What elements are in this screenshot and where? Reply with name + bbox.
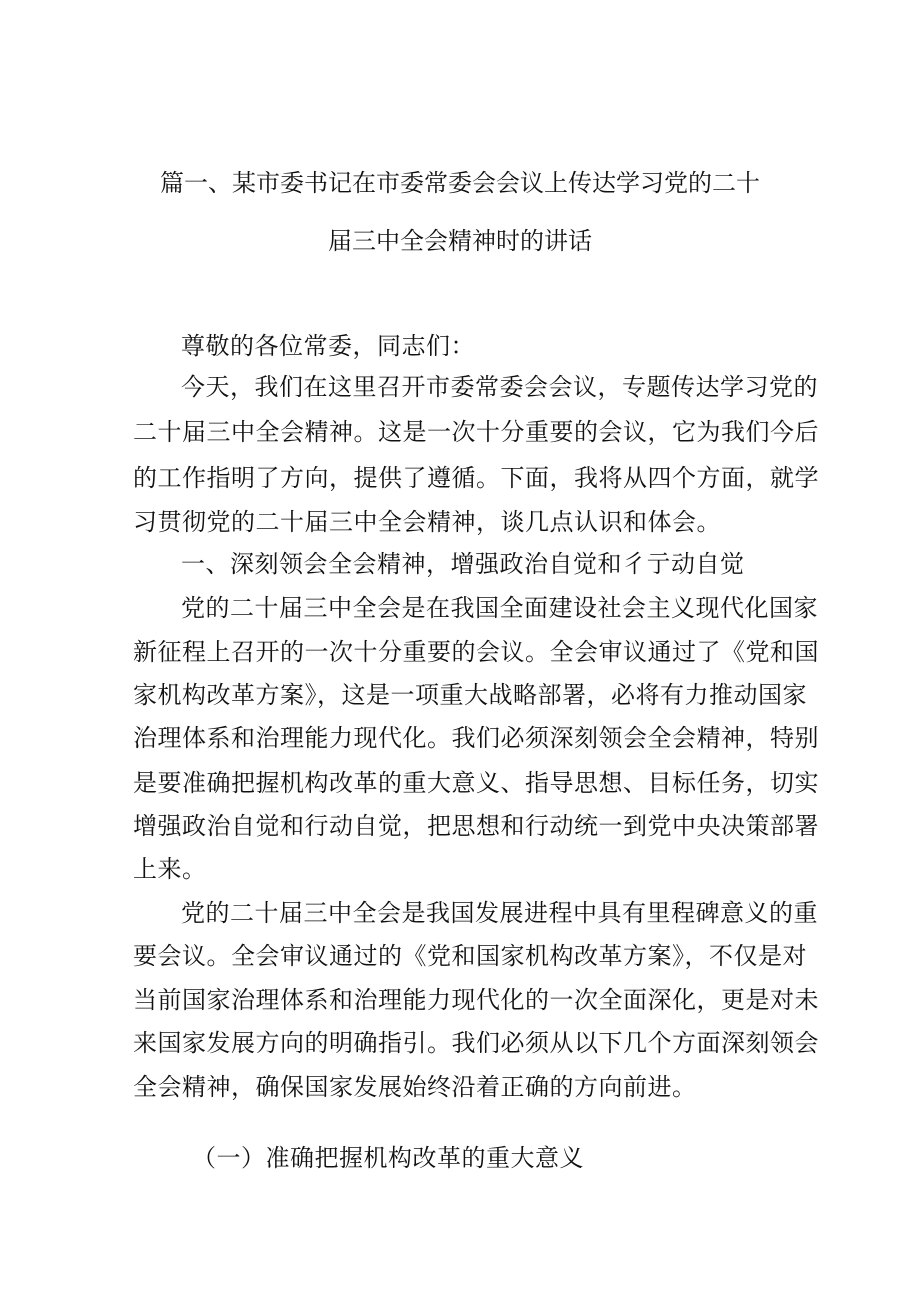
body-line: 上来。 — [133, 855, 207, 883]
body-line: 要会议。全会审议通过的《党和国家机构改革方案》，不仅是对 — [133, 942, 807, 970]
body-line: 家机构改革方案》，这是一项重大战略部署，必将有力推动国家 — [133, 681, 807, 709]
body-line: 今天，我们在这里召开市委常委会会议，专题传达学习党的 — [181, 373, 818, 401]
body-line: 来国家发展方向的明确指引。我们必须从以下几个方面深刻领会 — [133, 1029, 819, 1057]
document-title-line-1: 篇一、某市委书记在市委常委会会议上传达学习党的二十 — [160, 169, 760, 197]
document-title-line-2: 届三中全会精神时的讲话 — [328, 227, 592, 255]
body-line: 党的二十届三中全会是我国发展进程中具有里程碑意义的重 — [181, 899, 818, 927]
body-line: 党的二十届三中全会是在我国全面建设社会主义现代化国家 — [181, 594, 818, 622]
body-line: 是要准确把握机构改革的重大意义、指导思想、目标任务，切实 — [133, 769, 819, 797]
subsection-heading: （一）准确把握机构改革的重大意义 — [192, 1144, 584, 1172]
section-heading: 一、深刻领会全会精神，增强政治自觉和彳亍动自觉 — [181, 550, 745, 578]
salutation: 尊敬的各位常委，同志们： — [181, 332, 475, 360]
body-line: 新征程上召开的一次十分重要的会议。全会审议通过了《党和国 — [133, 638, 819, 666]
body-line: 习贯彻党的二十届三中全会精神，谈几点认识和体会。 — [133, 508, 721, 536]
body-line: 全会精神，确保国家发展始终沿着正确的方向前进。 — [133, 1073, 697, 1101]
body-line: 的工作指明了方向，提供了遵循。下面，我将从四个方面，就学 — [133, 464, 819, 492]
body-line: 增强政治自觉和行动自觉，把思想和行动统一到党中央决策部署 — [133, 812, 819, 840]
body-line: 治理体系和治理能力现代化。我们必须深刻领会全会精神，特别 — [133, 724, 819, 752]
body-line: 二十届三中全会精神。这是一次十分重要的会议，它为我们今后 — [133, 418, 819, 446]
body-line: 当前国家治理体系和治理能力现代化的一次全面深化，更是对未 — [133, 986, 819, 1014]
